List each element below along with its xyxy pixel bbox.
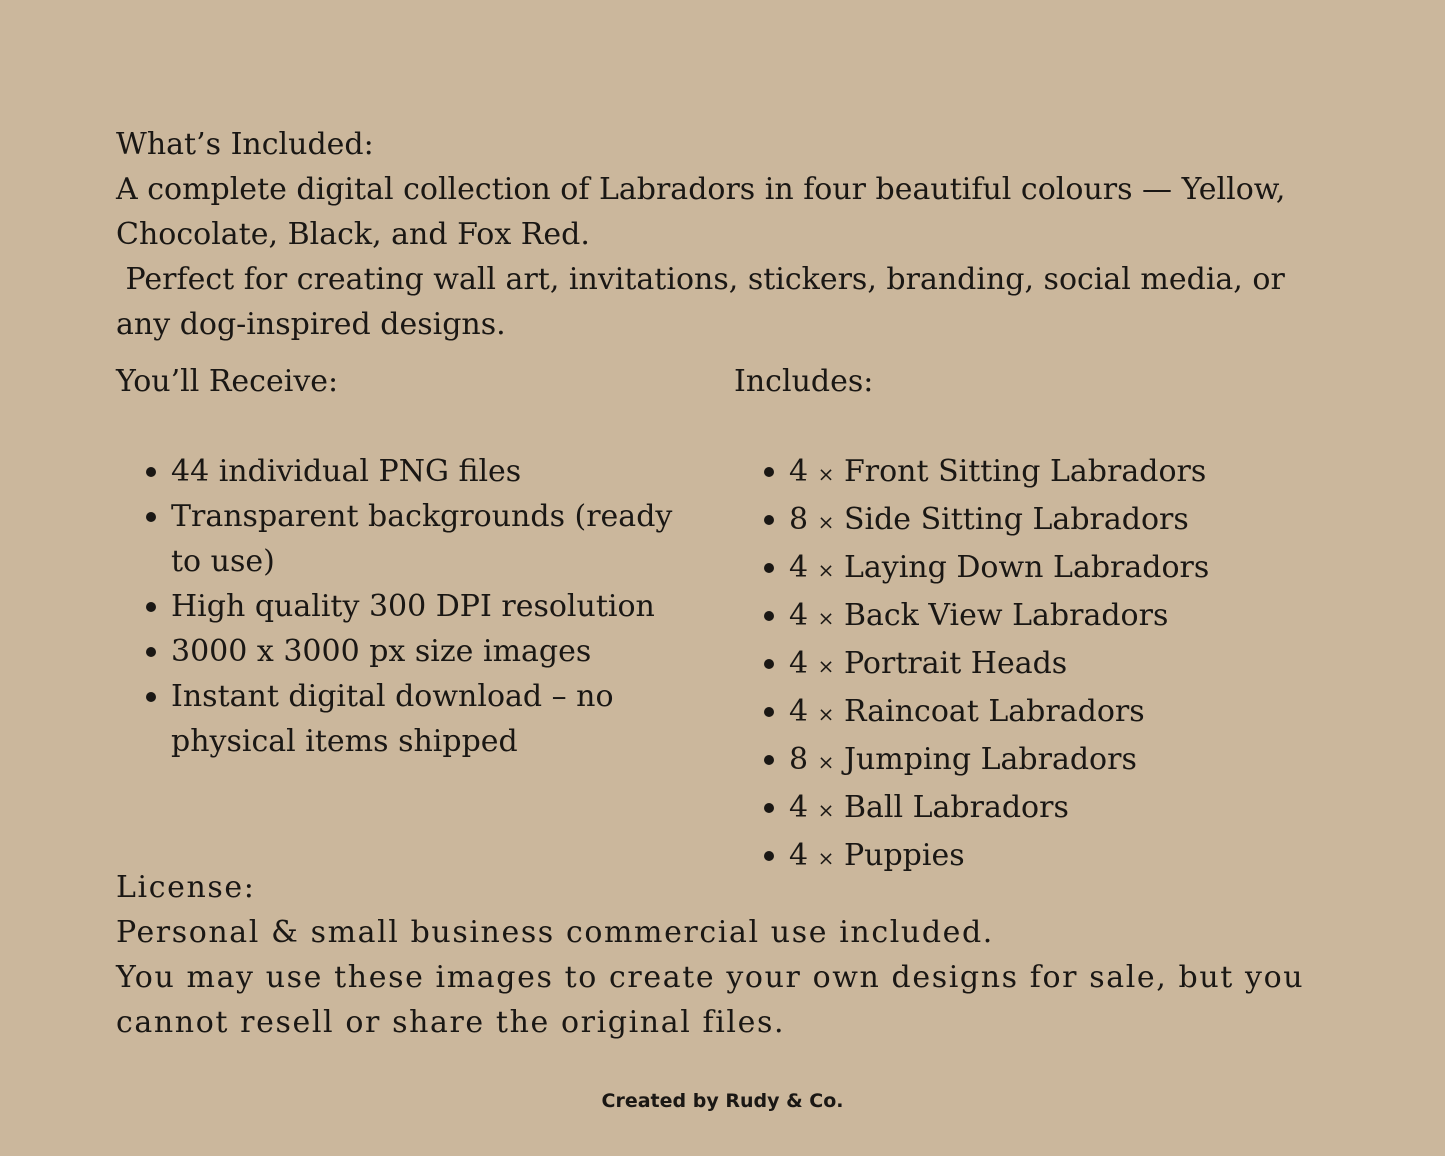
bullet-dot-icon [764,803,774,813]
multiply-sign: × [817,702,835,726]
item-quantity: 4 [789,790,809,825]
multiply-sign: × [817,798,835,822]
includes-list-item [734,449,1294,497]
item-quantity: 4 [789,598,809,633]
bullet-dot-icon [764,851,774,861]
bullet-dot-icon [146,647,156,657]
bullet-dot-icon [764,659,774,669]
includes-list-item [734,593,1294,641]
receive-list-item [116,584,686,629]
item-quantity: 4 [789,838,809,873]
license-section [116,865,1356,1045]
item-quantity: 4 [789,646,809,681]
receive-item-text: 44 individual PNG files [171,454,522,489]
bullet-dot-icon [146,467,156,477]
collection-description: A complete digital collection of Labradors in four beautiful colours — Yellow, Chocolate, Black, and Fox Red. [116,172,1286,252]
bullet-dot-icon [764,611,774,621]
multiply-sign: × [817,510,835,534]
item-name: Front Sitting Labradors [843,454,1207,489]
footer-credit: Created by Rudy & Co. [601,1090,844,1112]
bullet-dot-icon [764,515,774,525]
license-heading: License: [116,870,256,905]
receive-list [116,449,686,764]
receive-list-item [116,449,686,494]
multiply-sign: × [817,462,835,486]
includes-list-item [734,785,1294,833]
bullet-dot-icon [764,563,774,573]
item-quantity: 4 [789,454,809,489]
receive-item-text: High quality 300 DPI resolution [171,589,655,624]
receive-list-item [116,494,686,584]
receive-list-item [116,674,686,764]
item-name: Jumping Labradors [843,742,1137,777]
license-terms: Personal & small business commercial use included. [116,915,994,950]
multiply-sign: × [817,750,835,774]
bullet-dot-icon [764,707,774,717]
item-quantity: 4 [789,550,809,585]
bullet-dot-icon [764,755,774,765]
receive-list-item [116,629,686,674]
receive-item-text: Instant digital download – no physical items shipped [171,679,614,759]
item-name: Back View Labradors [843,598,1169,633]
item-name: Raincoat Labradors [843,694,1145,729]
license-restrictions: You may use these images to create your own designs for sale, but you cannot resell or share the original files. [116,960,1305,1040]
includes-list-item [734,497,1294,545]
receive-item-text: Transparent backgrounds (ready to use) [171,499,673,579]
includes-list-item [734,641,1294,689]
multiply-sign: × [817,846,835,870]
intro-section [116,122,1346,347]
receive-heading: You’ll Receive: [116,364,339,399]
item-quantity: 8 [789,742,809,777]
item-name: Side Sitting Labradors [843,502,1189,537]
item-name: Portrait Heads [843,646,1068,681]
includes-list-item [734,737,1294,785]
item-quantity: 4 [789,694,809,729]
item-name: Puppies [843,838,965,873]
includes-list-item [734,689,1294,737]
item-name: Laying Down Labradors [843,550,1210,585]
bullet-dot-icon [146,512,156,522]
includes-list-item [734,545,1294,593]
whats-included-heading: What’s Included: [116,127,374,162]
usage-description: Perfect for creating wall art, invitations, stickers, branding, social media, or any dog-inspired designs. [116,262,1295,342]
bullet-dot-icon [764,467,774,477]
multiply-sign: × [817,558,835,582]
multiply-sign: × [817,606,835,630]
includes-heading: Includes: [734,364,874,399]
item-quantity: 8 [789,502,809,537]
item-name: Ball Labradors [843,790,1069,825]
bullet-dot-icon [146,692,156,702]
multiply-sign: × [817,654,835,678]
receive-item-text: 3000 x 3000 px size images [171,634,592,669]
includes-list [734,449,1294,881]
bullet-dot-icon [146,602,156,612]
